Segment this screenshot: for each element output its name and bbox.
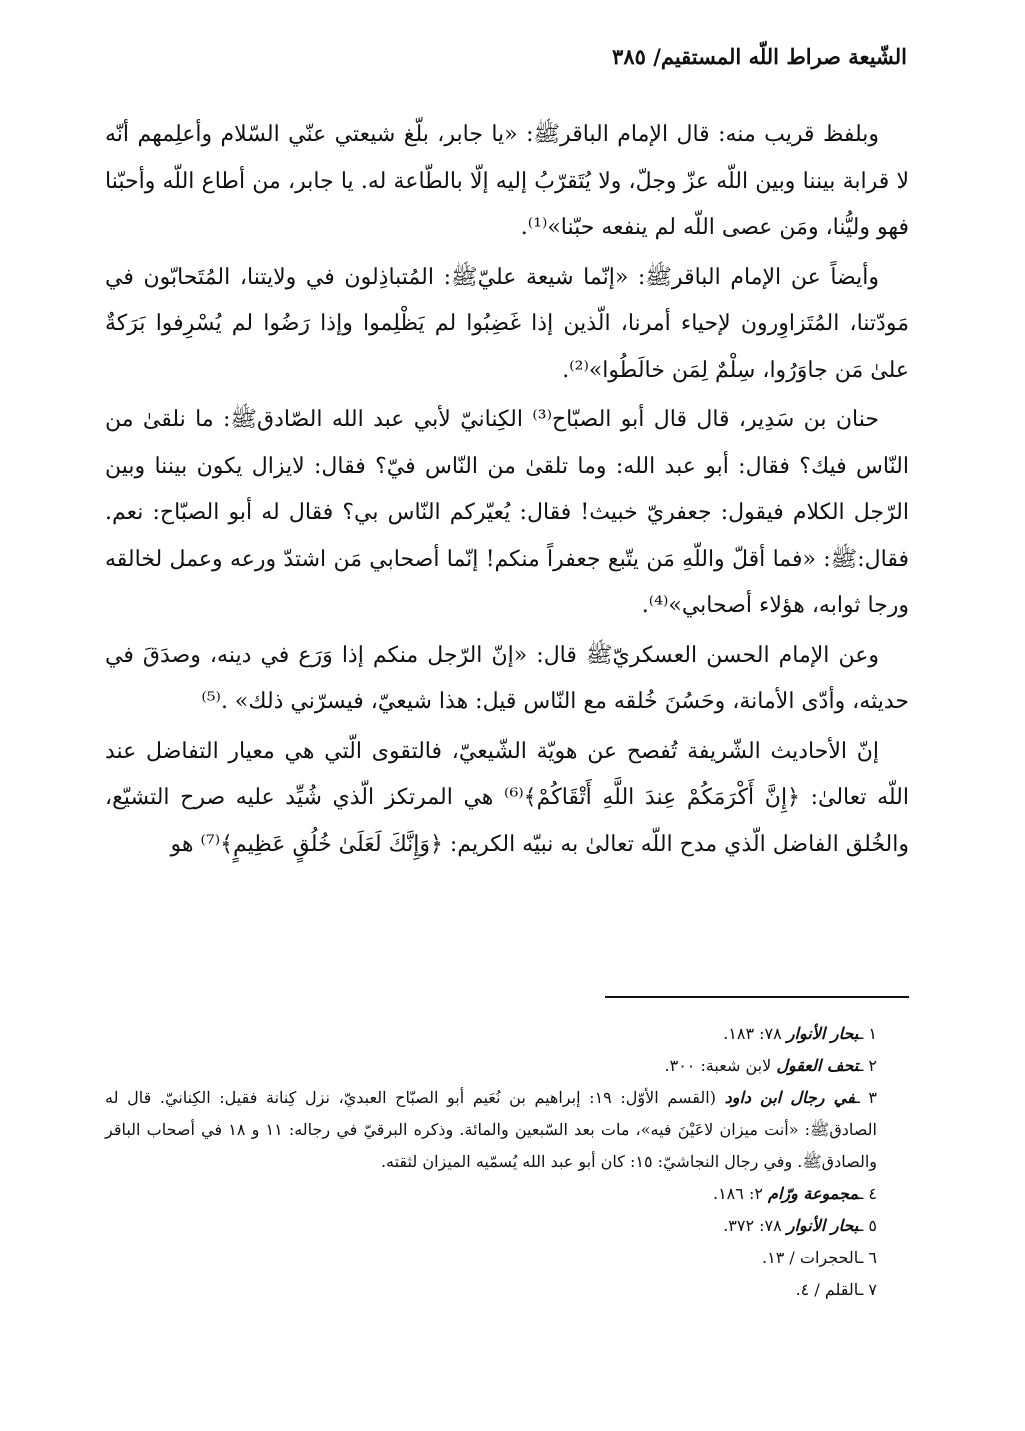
footnote-2: ٢ ـتحف العقول لابن شعبة: ٣٠٠. xyxy=(664,1056,877,1075)
footnote-4: ٤ ـمجموعة ورّام ٢: ١٨٦. xyxy=(712,1184,877,1203)
footnote-1: ١ ـبحار الأنوار ٧٨: ١٨٣. xyxy=(723,1024,877,1043)
paragraph-2: وأيضاً عن الإمام الباقرﷺ: «إنّما شيعة عليّﷺ: المُتباذِلون في ولايتنا، المُتَحابّون في مَودّتنا، المُتَزاوِرون لإحياء أمرنا، الّذين إذا غَضِبُوا لم يَظْلِموا وإذا رَضُوا لم يُسْرِفوا بَرَكةٌ علىٰ مَن جاوَرُوا، سِلْمٌ لِمَن خالَطُوا»⁽²⁾. xyxy=(105,264,909,383)
footnote-3: ٣ ـفي رجال ابن داود (القسم الأوّل: ١٩: إبراهيم بن نُعَيم أبو الصبّاح العبديّ، نزل كِنانة فقيل: الكِنانيّ. قال له الصادقﷺ: «أنت ميزان لاعَيْنَ فيه»، مات بعد السّبعين والمائة. وذكره البرقيّ في رجاله: ١١ و ١٨ في أصحاب الباقر والصادقﷺ. وفي رجال النجاشيّ: ١٥: كان أبو عبد الله يُسمّيه الميزان لثقته. xyxy=(105,1088,877,1171)
footnote-6: ٦ ـالحجرات / ١٣. xyxy=(762,1248,877,1267)
paragraph-3: حنان بن سَدِير، قال قال أبو الصبّاح⁽³⁾ الكِنانيّ لأبي عبد الله الصّادقﷺ: ما نلقىٰ من النّاس فيك؟ فقال: أبو عبد الله: وما تلقىٰ من النّاس فيّ؟ فقال: لايزال يكون بيننا وبين الرّجل الكلام فيقول: جعفريّ خبيث! فقال: يُعيّركم النّاس بي؟ فقال له أبو الصبّاح: نعم. فقال:ﷺ: «فما أقلّ واللّهِ مَن يتّبع جعفراً منكم! إنّما أصحابي مَن اشتدّ ورعه وعمل لخالقه ورجا ثوابه، هؤلاء أصحابي»⁽⁴⁾. xyxy=(105,407,910,618)
paragraph-4: وعن الإمام الحسن العسكريّﷺ قال: «إنّ الرّجل منكم إذا وَرَع في دينه، وصدَقَ في حديثه، وأدّى الأمانة، وحَسُنَ خُلقه مع النّاس قيل: هذا شيعيّ، فيسرّني ذلك» .⁽⁵⁾ xyxy=(105,642,909,714)
footnote-7: ٧ ـالقلم / ٤. xyxy=(795,1280,877,1299)
running-header: الشّيعة صراط اللّه المستقيم/ ٣٨٥ xyxy=(612,44,907,69)
paragraph-1: وبلفظ قريب منه: قال الإمام الباقرﷺ: «يا جابر، بلّغ شيعتي عنّي السّلام وأعلِمهم أنّه لا قرابة بيننا وبين اللّه عزّ وجلّ، ولا يُتَقرّبُ إليه إلّا بالطّاعة له. يا جابر، من أطاع اللّه وأحبّنا فهو وليُّنا، ومَن عصى اللّه لم ينفعه حبّنا»⁽¹⁾. xyxy=(105,122,909,240)
main-text xyxy=(105,112,909,871)
footnotes xyxy=(105,1018,909,1306)
footnote-separator xyxy=(605,996,909,998)
paragraph-5: إنّ الأحاديث الشّريفة تُفصح عن هويّة الشّيعيّ، فالتقوى الّتي هي معيار التفاضل عند اللّه تعالىٰ: ﴿إِنَّ أَكْرَمَكُمْ عِندَ اللَّهِ أَتْقَاكُمْ﴾⁽⁶⁾ هي المرتكز الّذي شُيِّد عليه صرح التشيّع، والخُلق الفاضل الّذي مدح اللّه تعالىٰ به نبيّه الكريم: ﴿وَإِنَّكَ لَعَلَىٰ خُلُقٍ عَظِيمٍ﴾⁽⁷⁾ هو xyxy=(105,738,909,857)
footnote-5: ٥ ـبحار الأنوار ٧٨: ٣٧٢. xyxy=(723,1216,877,1235)
